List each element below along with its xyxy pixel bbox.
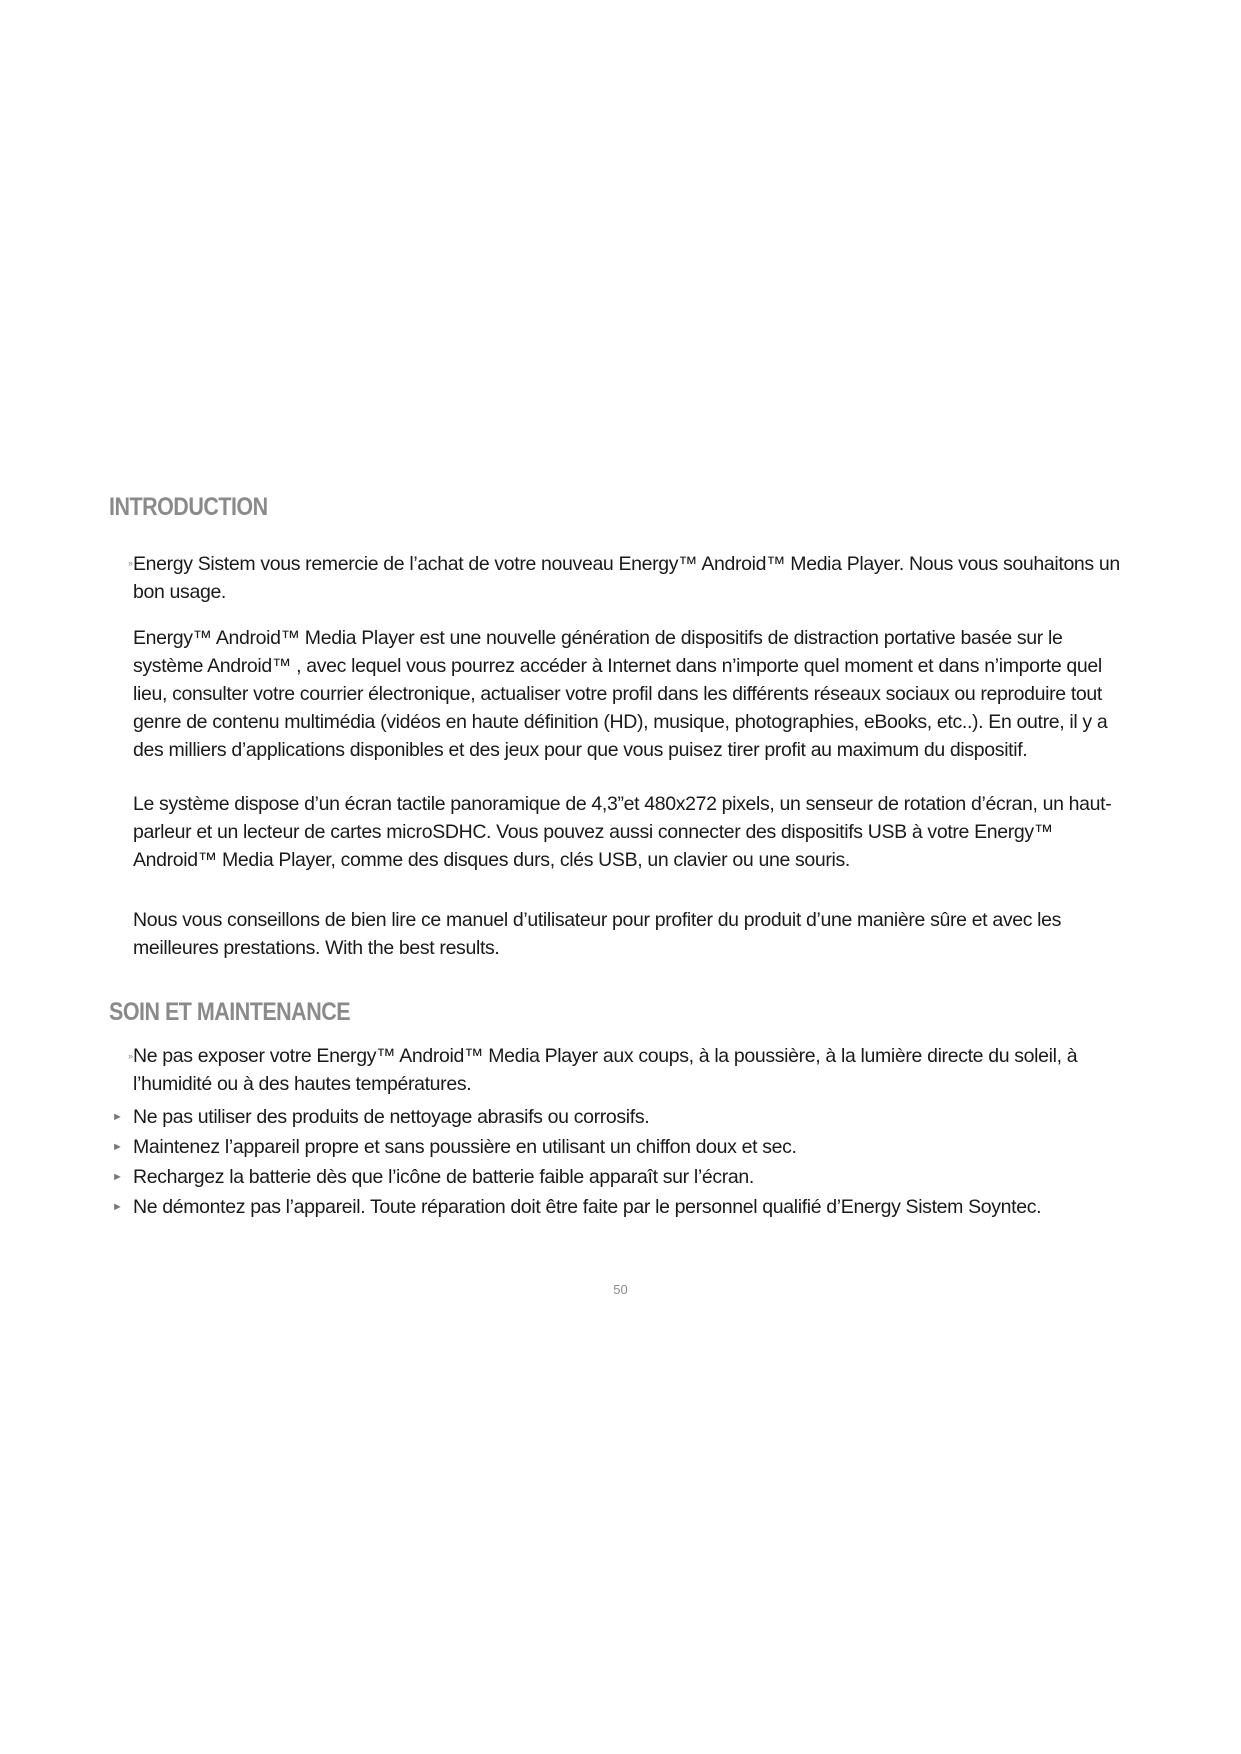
list-item-text: Ne pas utiliser des produits de nettoyage abrasifs ou corrosifs. — [133, 1106, 650, 1128]
intro-paragraph-4: Nous vous conseillons de bien lire ce manuel d’utilisateur pour profiter du produit d’une manière sûre et avec les meilleures prestations. With the best results. — [133, 909, 1062, 959]
list-item — [109, 1163, 1129, 1191]
list-item — [109, 1133, 1129, 1161]
maintenance-first-item: Ne pas exposer votre Energy™ Android™ Media Player aux coups, à la poussière, à la lumière directe du soleil, à l’humidité ou à des hautes températures. — [133, 1045, 1078, 1095]
paragraph-marker-icon: » — [128, 1051, 134, 1061]
arrow-bullet-icon: ► — [112, 1111, 123, 1123]
list-item — [109, 1103, 1129, 1131]
list-item-text: Ne démontez pas l’appareil. Toute réparation doit être faite par le personnel qualifié d’Energy Sistem Soyntec. — [133, 1196, 1042, 1218]
introduction-heading: INTRODUCTION — [109, 493, 268, 521]
arrow-bullet-icon: ► — [112, 1201, 123, 1213]
intro-paragraph-3: Le système dispose d’un écran tactile panoramique de 4,3”et 480x272 pixels, un senseur de rotation d’écran, un haut-parleur et un lecteur de cartes microSDHC. Vous pouvez aussi connecter des dispositifs USB à votre Energy™ Android™ Media Player, comme des disques durs, clés USB, un clavier ou une souris. — [133, 793, 1112, 871]
arrow-bullet-icon: ► — [112, 1141, 123, 1153]
maintenance-heading: SOIN ET MAINTENANCE — [109, 998, 351, 1026]
list-item — [109, 1193, 1129, 1221]
arrow-bullet-icon: ► — [112, 1171, 123, 1183]
maintenance-list — [109, 1103, 1129, 1221]
intro-paragraph-1: Energy Sistem vous remercie de l’achat de votre nouveau Energy™ Android™ Media Player. Nous vous souhaitons un bon usage. — [133, 553, 1120, 603]
paragraph-marker-icon: » — [128, 558, 134, 568]
list-item-text: Rechargez la batterie dès que l’icône de batterie faible apparaît sur l’écran. — [133, 1166, 754, 1188]
intro-paragraph-2: Energy™ Android™ Media Player est une nouvelle génération de dispositifs de distraction portative basée sur le système Android™ , avec lequel vous pourrez accéder à Internet dans n’importe quel moment et dans n’importe quel lieu, consulter votre courrier électronique, actualiser votre profil dans les différents réseaux sociaux ou reproduire tout genre de contenu multimédia (vidéos en haute définition (HD), musique, photographies, eBooks, etc..). En outre, il y a des milliers d’applications disponibles et des jeux pour que vous puisez tirer profit au maximum du dispositif. — [133, 627, 1108, 761]
list-item-text: Maintenez l’appareil propre et sans poussière en utilisant un chiffon doux et sec. — [133, 1136, 797, 1158]
page-number: 50 — [613, 1282, 628, 1297]
